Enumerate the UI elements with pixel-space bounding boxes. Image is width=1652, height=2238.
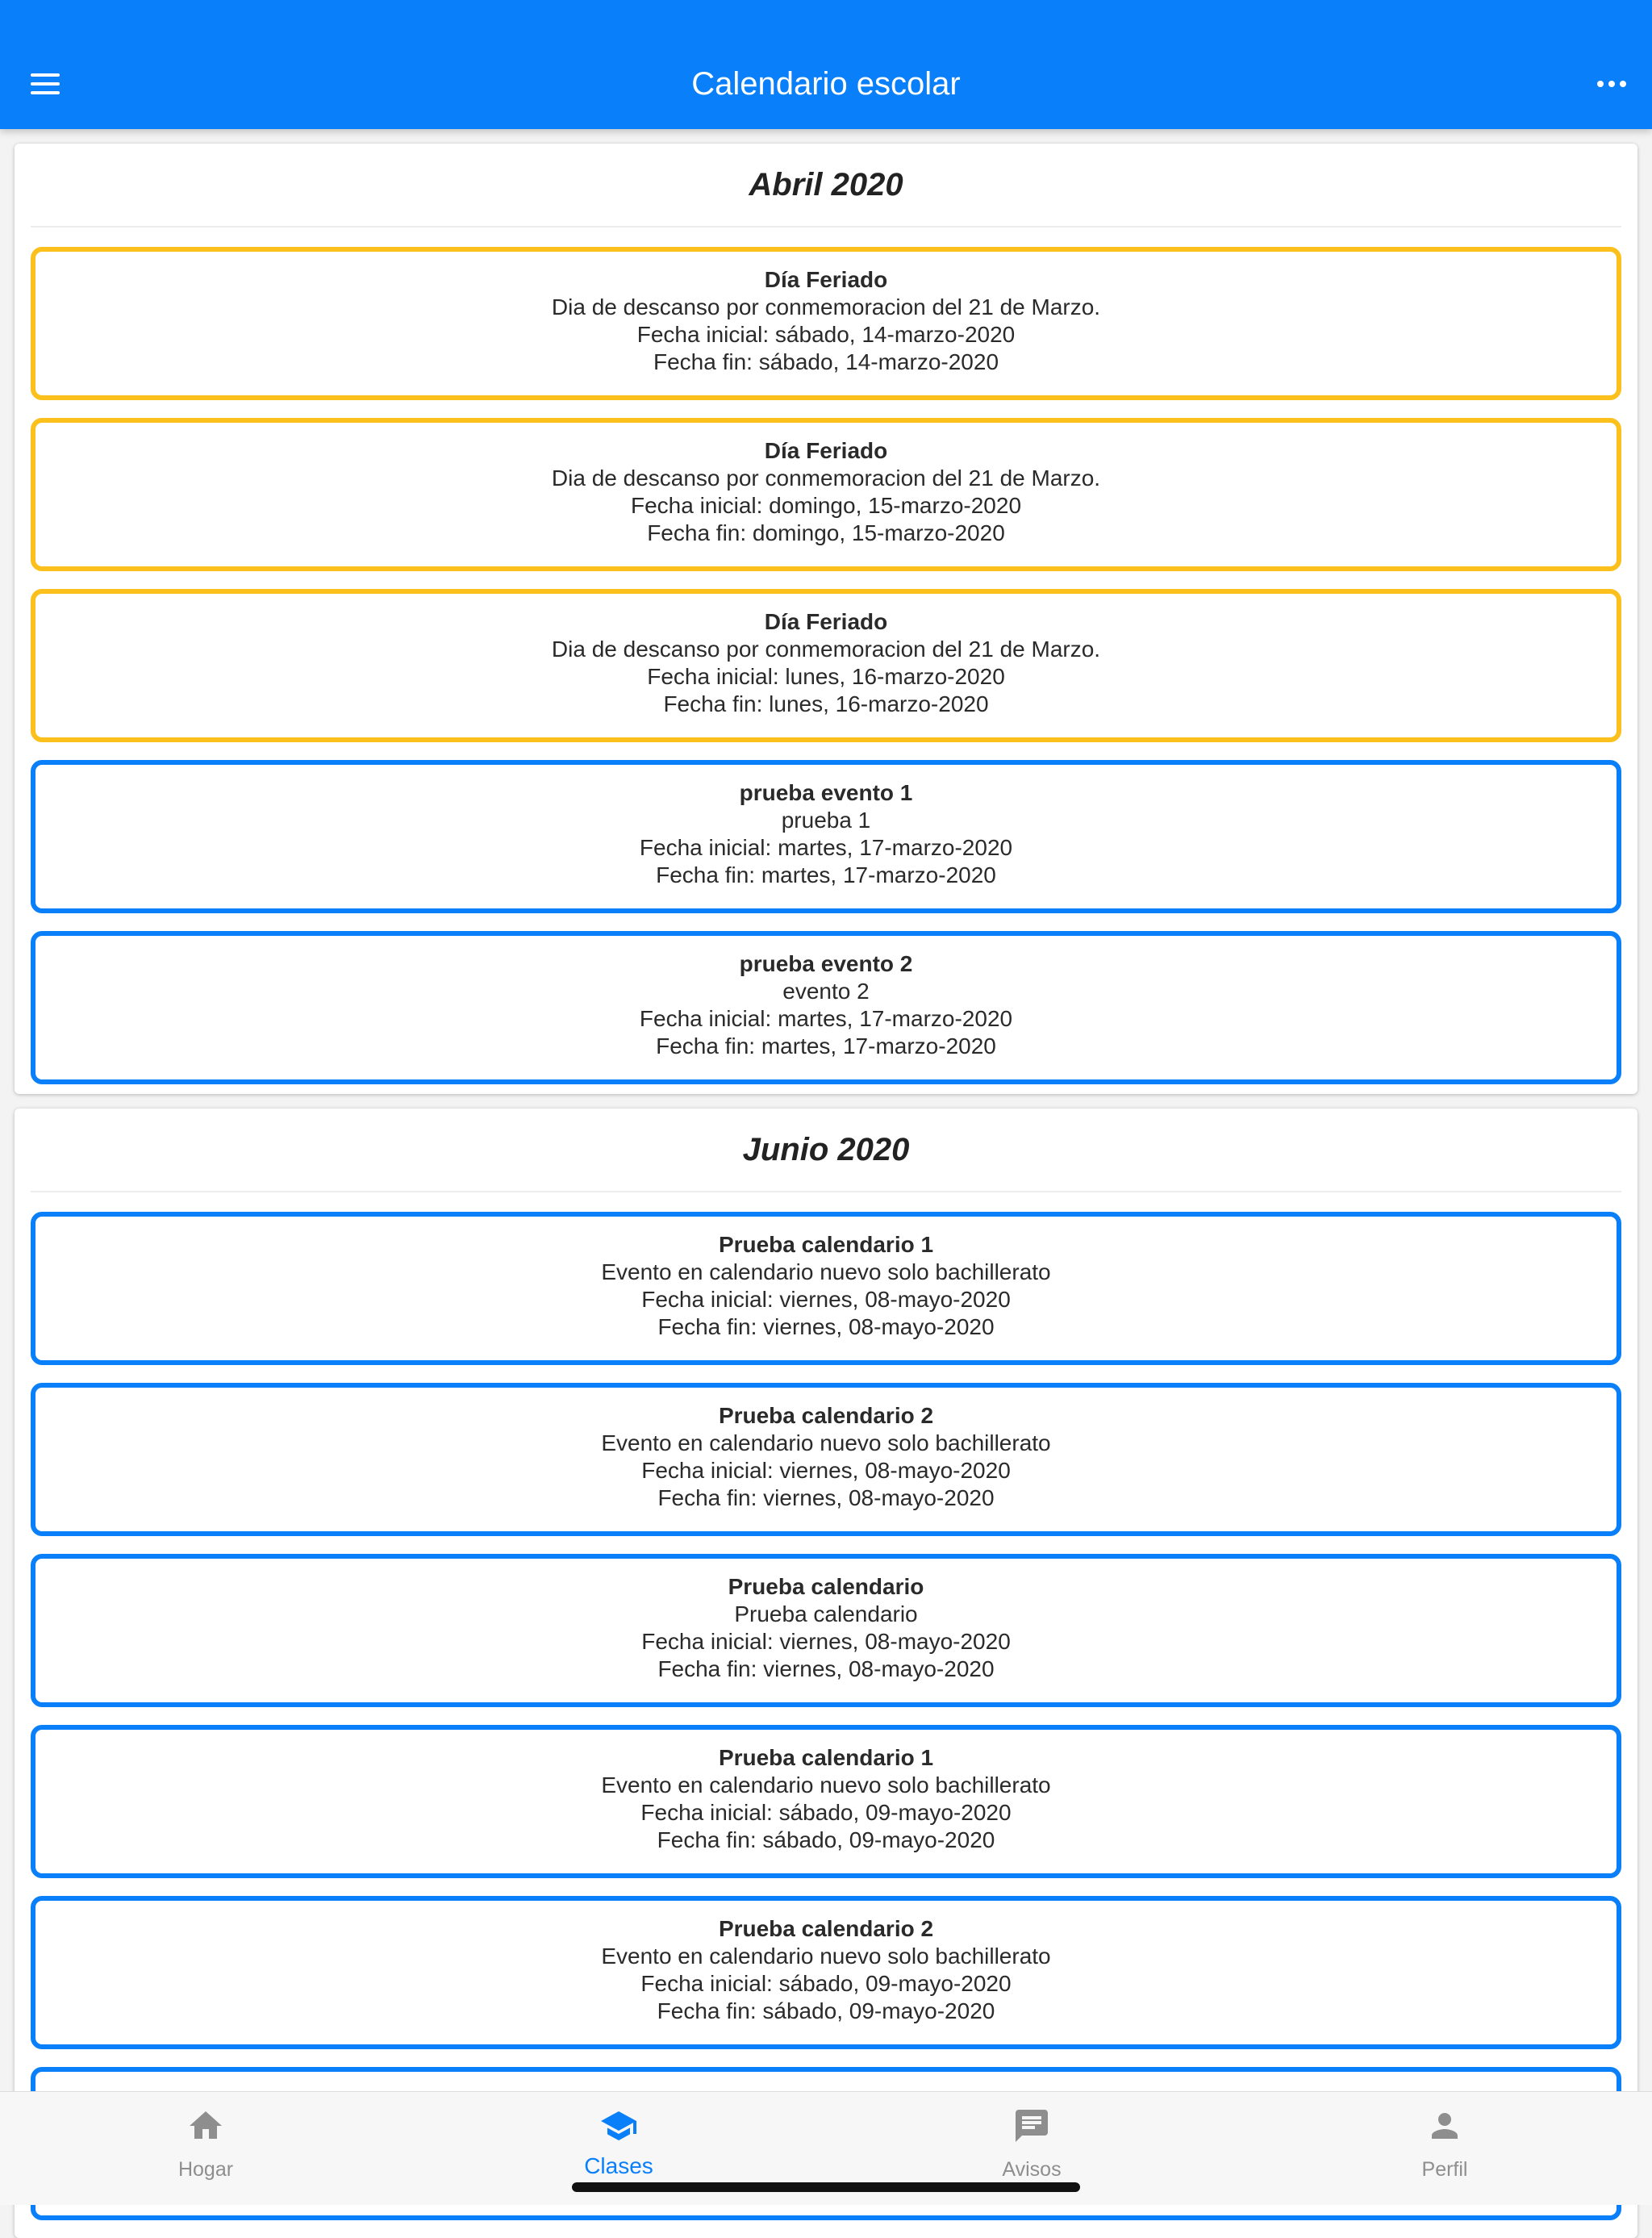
event-card[interactable] xyxy=(31,1383,1621,1536)
event-card[interactable] xyxy=(31,589,1621,742)
event-start-date: Fecha inicial: sábado, 09-mayo-2020 xyxy=(640,1800,1012,1825)
event-end-date: Fecha fin: viernes, 08-mayo-2020 xyxy=(657,1485,995,1510)
event-start-date: Fecha inicial: martes, 17-marzo-2020 xyxy=(639,1006,1013,1031)
tab-label: Avisos xyxy=(1002,2158,1062,2181)
page-title: Calendario escolar xyxy=(691,66,961,102)
event-description: Prueba calendario xyxy=(734,1601,918,1626)
month-title: Junio 2020 xyxy=(742,1132,910,1167)
more-horizontal-icon[interactable] xyxy=(1597,79,1626,89)
event-end-date: Fecha fin: martes, 17-marzo-2020 xyxy=(656,1033,996,1058)
event-description: Evento en calendario nuevo solo bachillerato xyxy=(601,1430,1051,1455)
tab-label: Hogar xyxy=(177,2158,234,2181)
event-description: Dia de descanso por conmemoracion del 21 de Marzo. xyxy=(551,294,1101,319)
app-bar xyxy=(0,0,1652,129)
event-title: Prueba calendario xyxy=(728,1574,924,1599)
event-start-date: Fecha inicial: sábado, 14-marzo-2020 xyxy=(636,322,1016,347)
event-description: Evento en calendario nuevo solo bachillerato xyxy=(601,1259,1051,1284)
event-card[interactable] xyxy=(31,1725,1621,1878)
home-icon xyxy=(186,2106,225,2145)
event-end-date: Fecha fin: sábado, 09-mayo-2020 xyxy=(657,1827,995,1852)
graduation-cap-icon xyxy=(599,2106,638,2145)
event-title: Prueba calendario 1 xyxy=(718,1232,934,1257)
event-title: Día Feriado xyxy=(764,609,888,634)
event-start-date: Fecha inicial: domingo, 15-marzo-2020 xyxy=(630,493,1022,518)
message-icon xyxy=(1012,2106,1051,2145)
event-end-date: Fecha fin: viernes, 08-mayo-2020 xyxy=(657,1656,995,1681)
calendar-list[interactable] xyxy=(0,129,1652,2091)
event-end-date: Fecha fin: lunes, 16-marzo-2020 xyxy=(663,691,989,716)
month-section xyxy=(15,144,1637,1094)
tab-label: Clases xyxy=(584,2153,653,2178)
home-indicator xyxy=(572,2182,1080,2192)
event-end-date: Fecha fin: domingo, 15-marzo-2020 xyxy=(647,520,1005,545)
event-description: Evento en calendario nuevo solo bachillerato xyxy=(601,1772,1051,1797)
divider xyxy=(31,1191,1621,1192)
month-section xyxy=(15,1109,1637,2238)
event-end-date: Fecha fin: sábado, 09-mayo-2020 xyxy=(657,1998,995,2023)
tab-label: Perfil xyxy=(1421,2158,1468,2181)
event-description: Dia de descanso por conmemoracion del 21 de Marzo. xyxy=(551,466,1101,491)
event-card[interactable] xyxy=(31,1554,1621,1707)
event-end-date: Fecha fin: martes, 17-marzo-2020 xyxy=(656,862,996,887)
event-title: Día Feriado xyxy=(764,267,888,292)
event-card[interactable] xyxy=(31,418,1621,571)
event-description: prueba 1 xyxy=(781,808,871,833)
event-title: Día Feriado xyxy=(764,438,888,463)
event-title: Prueba calendario 1 xyxy=(718,1745,934,1770)
event-start-date: Fecha inicial: sábado, 09-mayo-2020 xyxy=(640,1971,1012,1996)
event-description: Evento en calendario nuevo solo bachillerato xyxy=(601,1944,1051,1969)
event-title: Prueba calendario 2 xyxy=(718,1403,934,1428)
event-description: evento 2 xyxy=(782,979,870,1004)
event-card[interactable] xyxy=(31,760,1621,913)
month-title: Abril 2020 xyxy=(749,167,903,203)
event-end-date: Fecha fin: viernes, 08-mayo-2020 xyxy=(657,1314,995,1339)
tab-hogar[interactable] xyxy=(85,2092,327,2205)
event-card[interactable] xyxy=(31,247,1621,400)
divider xyxy=(31,226,1621,228)
event-title: prueba evento 2 xyxy=(739,951,913,976)
event-title: prueba evento 1 xyxy=(739,780,913,805)
event-end-date: Fecha fin: sábado, 14-marzo-2020 xyxy=(653,349,999,374)
tab-perfil[interactable] xyxy=(1324,2092,1566,2205)
event-start-date: Fecha inicial: viernes, 08-mayo-2020 xyxy=(641,1458,1011,1483)
event-card[interactable] xyxy=(31,1896,1621,2049)
event-card[interactable] xyxy=(31,1212,1621,1365)
event-start-date: Fecha inicial: viernes, 08-mayo-2020 xyxy=(641,1629,1011,1654)
event-description: Dia de descanso por conmemoracion del 21 de Marzo. xyxy=(551,637,1101,662)
event-start-date: Fecha inicial: viernes, 08-mayo-2020 xyxy=(641,1287,1011,1312)
event-start-date: Fecha inicial: lunes, 16-marzo-2020 xyxy=(647,664,1005,689)
person-icon xyxy=(1425,2106,1464,2145)
event-title: Prueba calendario 2 xyxy=(718,1916,934,1941)
event-card[interactable] xyxy=(31,931,1621,1084)
event-start-date: Fecha inicial: martes, 17-marzo-2020 xyxy=(639,835,1013,860)
